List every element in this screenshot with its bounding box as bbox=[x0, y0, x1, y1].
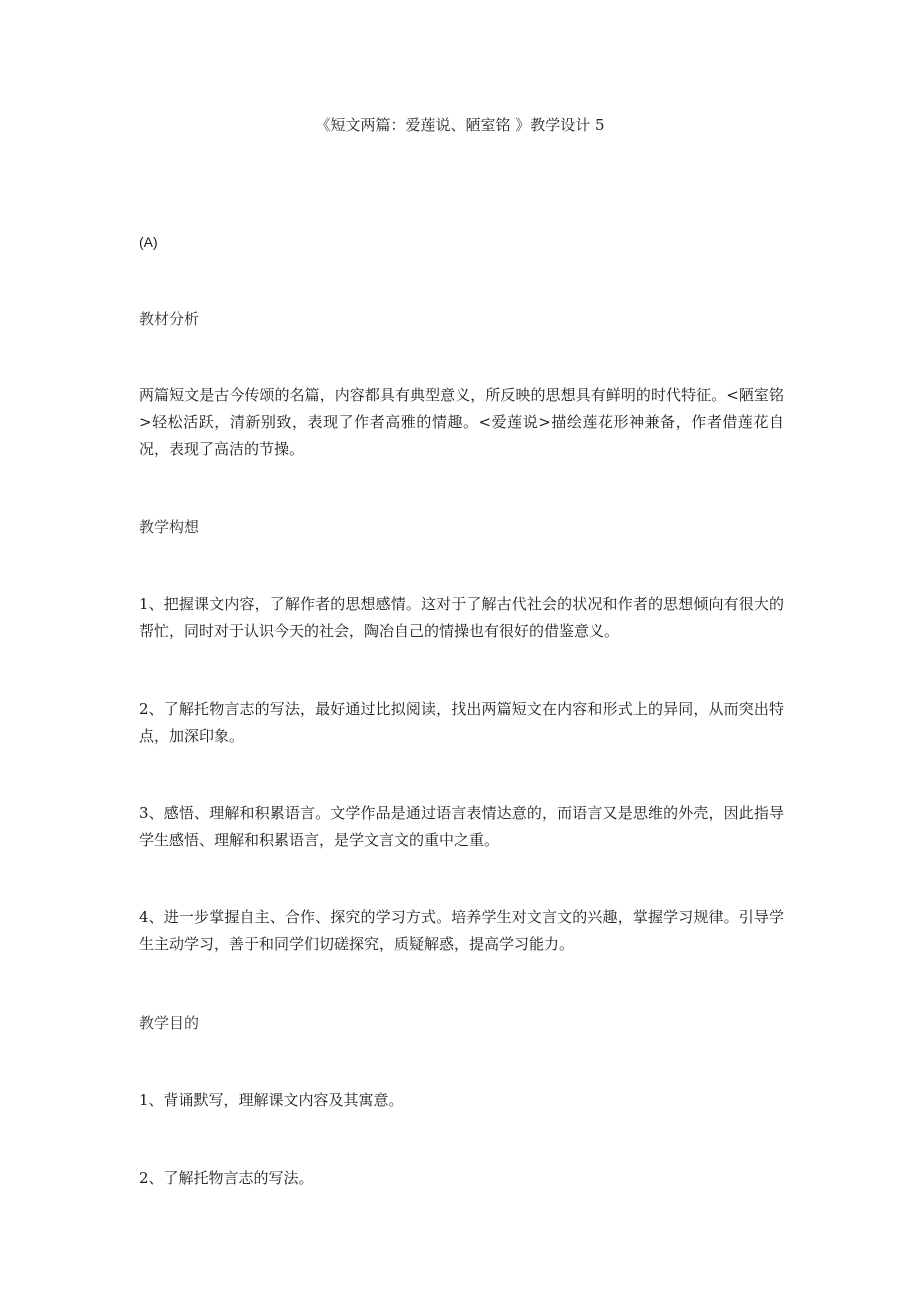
document-title: 《短文两篇：爱莲说、陋室铭 》教学设计 5 bbox=[315, 116, 605, 134]
section-heading-material-analysis: 教材分析 bbox=[139, 310, 200, 328]
teaching-concept-item-3: 3、感悟、理解和积累语言。文学作品是通过语言表情达意的，而语言又是思维的外壳，因此指导学生感悟、理解和积累语言，是学文言文的重中之重。 bbox=[139, 804, 784, 849]
section-heading-teaching-objectives: 教学目的 bbox=[139, 1014, 200, 1032]
teaching-concept-item-4: 4、进一步掌握自主、合作、探究的学习方式。培养学生对文言文的兴趣，掌握学习规律。引导学生主动学习，善于和同学们切磋探究，质疑解惑，提高学习能力。 bbox=[139, 908, 784, 953]
teaching-concept-item-1: 1、把握课文内容，了解作者的思想感情。这对于了解古代社会的状况和作者的思想倾向有很大的帮忙，同时对于认识今天的社会，陶冶自己的情操也有很好的借鉴意义。 bbox=[139, 595, 784, 640]
section-marker: (A) bbox=[139, 234, 158, 250]
teaching-concept-item-2: 2、了解托物言志的写法，最好通过比拟阅读，找出两篇短文在内容和形式上的异同，从而突出特点，加深印象。 bbox=[139, 700, 784, 745]
teaching-objective-item-1: 1、背诵默写，理解课文内容及其寓意。 bbox=[139, 1091, 404, 1109]
material-analysis-paragraph: 两篇短文是古今传颂的名篇，内容都具有典型意义，所反映的思想具有鲜明的时代特征。<陋室铭>轻松活跃，清新别致，表现了作者高雅的情趣。<爱莲说>描绘莲花形神兼备，作者借莲花自况，表现了高洁的节操。 bbox=[139, 386, 784, 458]
section-heading-teaching-concept: 教学构想 bbox=[139, 518, 200, 536]
teaching-objective-item-2: 2、了解托物言志的写法。 bbox=[139, 1169, 314, 1187]
